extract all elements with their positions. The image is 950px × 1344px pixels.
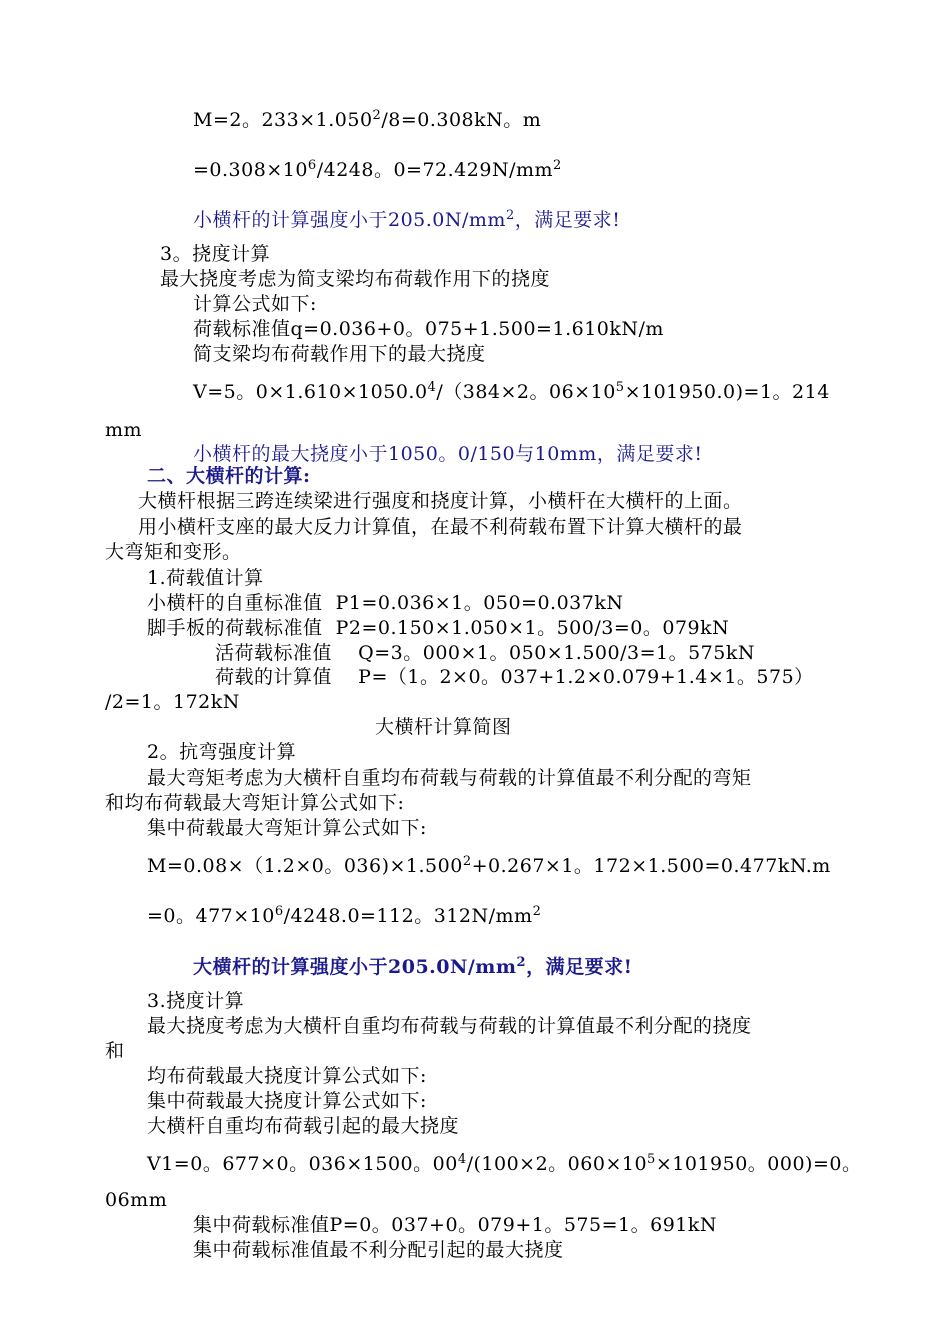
formula-p: 荷载的计算值 P=（1。2×0。037+1.2×0.079+1.4×1。575） — [215, 666, 814, 688]
formula-p-standard: 集中荷载标准值P=0。037+0。079+1。575=1。691kN — [193, 1214, 718, 1236]
formula-v1-continuation: 06mm — [105, 1189, 168, 1211]
formula-load-standard: 荷载标准值q=0.036+0。075+1.500=1.610kN/m — [193, 318, 664, 340]
paragraph-text: 均布荷载最大挠度计算公式如下: — [147, 1065, 427, 1087]
formula-p2: 脚手板的荷载标准值 P2=0.150×1.050×1。500/3=0。079kN — [147, 617, 730, 639]
figure-caption: 大横杆计算简图 — [375, 716, 512, 738]
paragraph-text: 大弯矩和变形。 — [105, 541, 242, 563]
paragraph-text: 用小横杆支座的最大反力计算值，在最不利荷载布置下计算大横杆的最 — [138, 516, 743, 538]
formula-deflection-small-bar: V=5。$0\times 1.610\times 1050.0^4/(384\times 2$。$06\times 10^5\times 101950.0)=1$。214 — [193, 380, 830, 403]
formula-stress-large-bar: =0。$477\times 10^6/4248.0=112$。$312N/mm^2$ — [147, 904, 542, 927]
formula-moment-large-bar: M=0.08×（1.2×0。$036)\times 1.500^2+0.267\times 1$。172×1.500=0.477kN.m — [147, 854, 831, 877]
section-title-large-bar: 二、大横杆的计算: — [147, 465, 311, 487]
paragraph-text: 大横杆自重均布荷载引起的最大挠度 — [147, 1115, 460, 1137]
paragraph-text: 和均布荷载最大弯矩计算公式如下: — [105, 792, 405, 814]
paragraph-text: 最大挠度考虑为大横杆自重均布荷载与荷载的计算值最不利分配的挠度 — [147, 1015, 752, 1037]
formula-v1: V1=0。677×0。036×1500。$00^4/(100\times 2$。$060\times 10^5\times 101950$。000)=0。 — [147, 1152, 862, 1175]
formula-q: 活荷载标准值 Q=3。000×1。050×1.500/3=1。575kN — [215, 642, 755, 664]
formula-p-continuation: /2=1。172kN — [105, 691, 240, 713]
formula-p1: 小横杆的自重标准值 P1=0.036×1。050=0.037kN — [147, 592, 624, 614]
paragraph-text: 计算公式如下: — [193, 293, 317, 315]
strength-conclusion-small-bar: 小横杆的计算强度小于$205.0N/mm^2$，满足要求! — [193, 208, 621, 231]
strength-conclusion-large-bar: 大横杆的计算强度小于$205.0N/mm^2$，满足要求! — [193, 955, 633, 978]
paragraph-text: 集中荷载最大弯矩计算公式如下: — [147, 817, 427, 839]
paragraph-text: 集中荷载最大挠度计算公式如下: — [147, 1090, 427, 1112]
paragraph-text: 简支梁均布荷载作用下的最大挠度 — [193, 343, 486, 365]
section-heading-bending: 2。抗弯强度计算 — [147, 741, 297, 763]
paragraph-text: 最大挠度考虑为简支梁均布荷载作用下的挠度 — [160, 268, 551, 290]
paragraph-text: 最大弯矩考虑为大横杆自重均布荷载与荷载的计算值最不利分配的弯矩 — [147, 767, 752, 789]
formula-unit-continuation: mm — [105, 419, 143, 441]
paragraph-text: 和 — [105, 1040, 125, 1062]
section-heading-deflection-large: 3.挠度计算 — [147, 990, 245, 1012]
deflection-conclusion-small-bar: 小横杆的最大挠度小于1050。0/150与10mm，满足要求! — [193, 443, 703, 465]
section-heading-load: 1.荷载值计算 — [147, 567, 264, 589]
paragraph-text: 大横杆根据三跨连续梁进行强度和挠度计算，小横杆在大横杆的上面。 — [138, 490, 743, 512]
paragraph-text: 集中荷载标准值最不利分配引起的最大挠度 — [193, 1239, 564, 1261]
formula-stress-small-bar: $=0.308\times 10^6/4248$。$0=72.429N/mm^2$ — [193, 158, 562, 181]
section-heading-deflection: 3。挠度计算 — [160, 243, 271, 265]
formula-moment-small-bar: M=2。$233\times 1.050^2/8=0.308kN$。m — [193, 108, 542, 131]
